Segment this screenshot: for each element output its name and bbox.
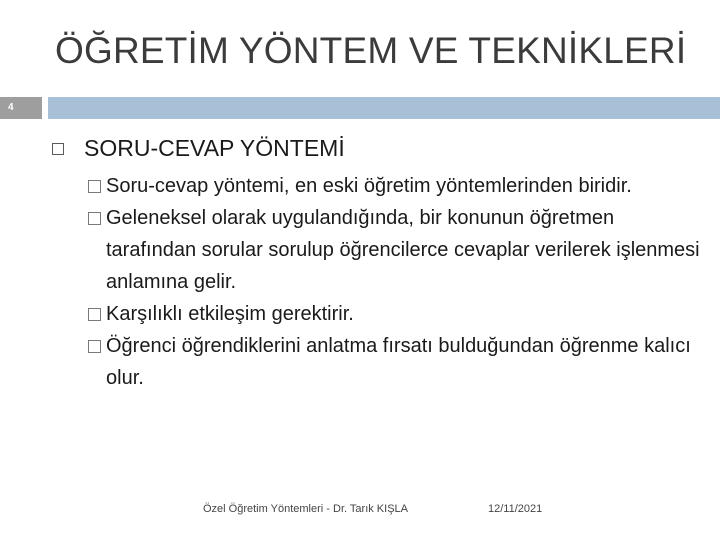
section-heading: SORU-CEVAP YÖNTEMİ bbox=[84, 135, 345, 161]
list-item bbox=[84, 202, 704, 298]
square-bullet-icon bbox=[52, 143, 64, 155]
bullet-text: Öğrenci öğrendiklerini anlatma fırsatı bulduğundan öğrenme kalıcı olur. bbox=[106, 335, 691, 389]
bullet-text: Soru-cevap yöntemi, en eski öğretim yöntemlerinden biridir. bbox=[106, 175, 632, 197]
bullet-list bbox=[84, 170, 704, 394]
slide-number-bar bbox=[0, 97, 42, 119]
slide-title: ÖĞRETİM YÖNTEM VE TEKNİKLERİ bbox=[55, 30, 687, 71]
list-item bbox=[84, 170, 704, 202]
accent-bar bbox=[48, 97, 720, 119]
list-item bbox=[84, 330, 704, 394]
heading-bullet-item bbox=[52, 135, 345, 162]
footer-author: Özel Öğretim Yöntemleri - Dr. Tarık KIŞLA bbox=[203, 503, 408, 515]
square-bullet-icon bbox=[88, 308, 101, 321]
square-bullet-icon bbox=[88, 212, 101, 225]
slide-number: 4 bbox=[8, 102, 14, 113]
square-bullet-icon bbox=[88, 340, 101, 353]
list-item bbox=[84, 298, 704, 330]
footer-date: 12/11/2021 bbox=[488, 503, 543, 515]
square-bullet-icon bbox=[88, 180, 101, 193]
bullet-text: Geleneksel olarak uygulandığında, bir konunun öğretmen tarafından sorular sorulup öğrencilerce cevaplar verilerek işlenmesi anlamına gelir. bbox=[106, 207, 700, 293]
bullet-text: Karşılıklı etkileşim gerektirir. bbox=[106, 303, 354, 325]
